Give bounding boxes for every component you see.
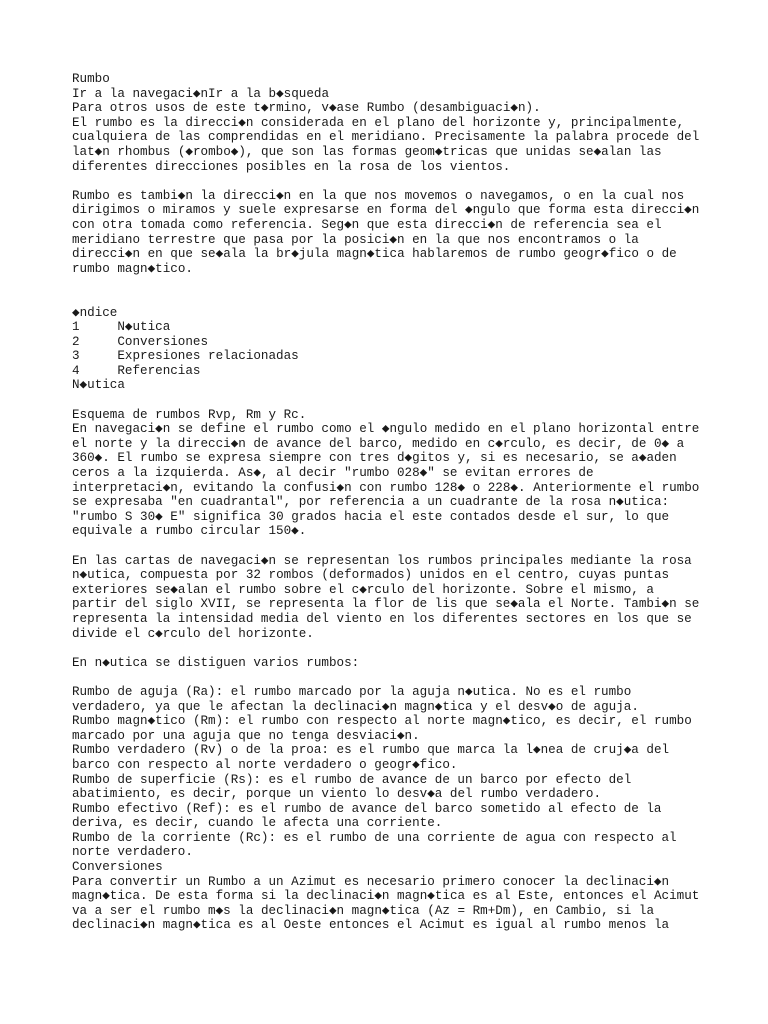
text-line: n◆utica, compuesta por 32 rombos (deformados) unidos en el centro, cuyas puntas [72,568,670,583]
text-line: deriva, es decir, cuando le afecta una corriente. [72,816,443,831]
text-line: interpretaci◆n, evitando la confusi◆n con rumbo 128◆ o 228◆. Anteriormente el rumbo [72,480,700,495]
text-line: 2 Conversiones [72,334,209,349]
text-line [72,670,732,685]
text-line: diferentes direcciones posibles en la rosa de los vientos. [72,159,511,174]
text-line: divide el c◆rculo del horizonte. [72,626,314,641]
text-line: representa la intensidad media del viento en los diferentes sectores en los que se [72,611,692,626]
text-line: ceros a la izquierda. As◆, al decir "rumbo 028◆" se evitan errores de [72,466,594,481]
text-line: barco con respecto al norte verdadero o geogr◆fico. [72,757,458,772]
text-line: Rumbo verdadero (Rv) o de la proa: es el rumbo que marca la l◆nea de cruj◆a del [72,743,670,758]
text-line: ◆ndice [72,305,118,320]
text-line: Rumbo de la corriente (Rc): es el rumbo de una corriente de agua con respecto al [72,830,677,845]
text-line: Rumbo de aguja (Ra): el rumbo marcado por la aguja n◆utica. No es el rumbo [72,684,632,699]
text-line: El rumbo es la direcci◆n considerada en el plano del horizonte y, principalmente, [72,115,685,130]
text-line: marcado por una aguja que no tenga desviaci◆n. [72,728,420,743]
text-line: partir del siglo XVII, se representa la flor de lis que se◆ala el Norte. Tambi◆n se [72,597,700,612]
text-line: dirigimos o miramos y suele expresarse en forma del ◆ngulo que forma esta direcci◆n [72,203,700,218]
text-line [72,393,732,408]
text-line: va a ser el rumbo m◆s la declinaci◆n magn◆tica (Az = Rm+Dm), en Cambio, si la [72,903,654,918]
text-line: Rumbo [72,72,110,86]
text-line: magn◆tica. De esta forma si la declinaci◆n magn◆tica es al Este, entonces el Acimut [72,889,700,904]
text-line: En las cartas de navegaci◆n se representan los rumbos principales mediante la rosa [72,553,692,568]
text-line: Rumbo es tambi◆n la direcci◆n en la que nos movemos o navegamos, o en la cual nos [72,188,685,203]
text-line: Rumbo magn◆tico (Rm): el rumbo con respecto al norte magn◆tico, es decir, el rumbo [72,714,692,729]
text-line: 360◆. El rumbo se expresa siempre con tres d◆gitos y, si es necesario, se a◆aden [72,451,677,466]
text-line: con otra tomada como referencia. Seg◆n que esta direcci◆n de referencia sea el [72,217,662,232]
text-line: 4 Referencias [72,363,201,378]
text-line: Para otros usos de este t◆rmino, v◆ase Rumbo (desambiguaci◆n). [72,101,541,116]
text-line: En n◆utica se distiguen varios rumbos: [72,655,360,670]
text-line: lat◆n rhombus (◆rombo◆), que son las formas geom◆tricas que unidas se◆alan las [72,144,662,159]
text-line: meridiano terrestre que pasa por la posici◆n en la que nos encontramos o la [72,232,639,247]
text-line: verdadero, ya que le afectan la declinaci◆n magn◆tica y el desv◆o de aguja. [72,699,639,714]
text-line [72,539,732,554]
text-line: cualquiera de las comprendidas en el meridiano. Precisamente la palabra procede del [72,130,700,145]
text-line: Para convertir un Rumbo a un Azimut es necesario primero conocer la declinaci◆n [72,874,670,889]
text-line: Ir a la navegaci◆nIr a la b◆squeda [72,86,330,101]
text-line: En navegaci◆n se define el rumbo como el ◆ngulo medido en el plano horizontal entre [72,422,700,437]
text-line: 1 N◆utica [72,320,171,335]
text-line: Esquema de rumbos Rvp, Rm y Rc. [72,407,307,422]
text-line: Rumbo efectivo (Ref): es el rumbo de avance del barco sometido al efecto de la [72,801,662,816]
text-line: se expresaba "en cuadrantal", por referencia a un cuadrante de la rosa n◆utica: [72,495,670,510]
text-line: N◆utica [72,378,125,393]
text-line: "rumbo S 30◆ E" significa 30 grados hacia el este contados desde el sur, lo que [72,509,670,524]
text-line: rumbo magn◆tico. [72,261,193,276]
text-line [72,174,732,189]
text-line: Conversiones [72,860,163,875]
text-line: norte verdadero. [72,845,193,860]
text-line [72,641,732,656]
text-line [72,276,732,291]
document-page [72,72,732,933]
text-line: exteriores se◆alan el rumbo sobre el c◆rculo del horizonte. Sobre el mismo, a [72,582,654,597]
text-line: direcci◆n en que se◆ala la br◆jula magn◆tica hablaremos de rumbo geogr◆fico o de [72,247,677,262]
text-line: Rumbo de superficie (Rs): es el rumbo de avance de un barco por efecto del [72,772,632,787]
text-line [72,291,732,306]
text-line: el norte y la direcci◆n de avance del barco, medido en c◆rculo, es decir, de 0◆ a [72,436,685,451]
text-line: declinaci◆n magn◆tica es al Oeste entonces el Acimut es igual al rumbo menos la [72,918,670,933]
text-line: 3 Expresiones relacionadas [72,349,299,364]
text-line: abatimiento, es decir, porque un viento lo desv◆a del rumbo verdadero. [72,787,602,802]
text-line: equivale a rumbo circular 150◆. [72,524,307,539]
